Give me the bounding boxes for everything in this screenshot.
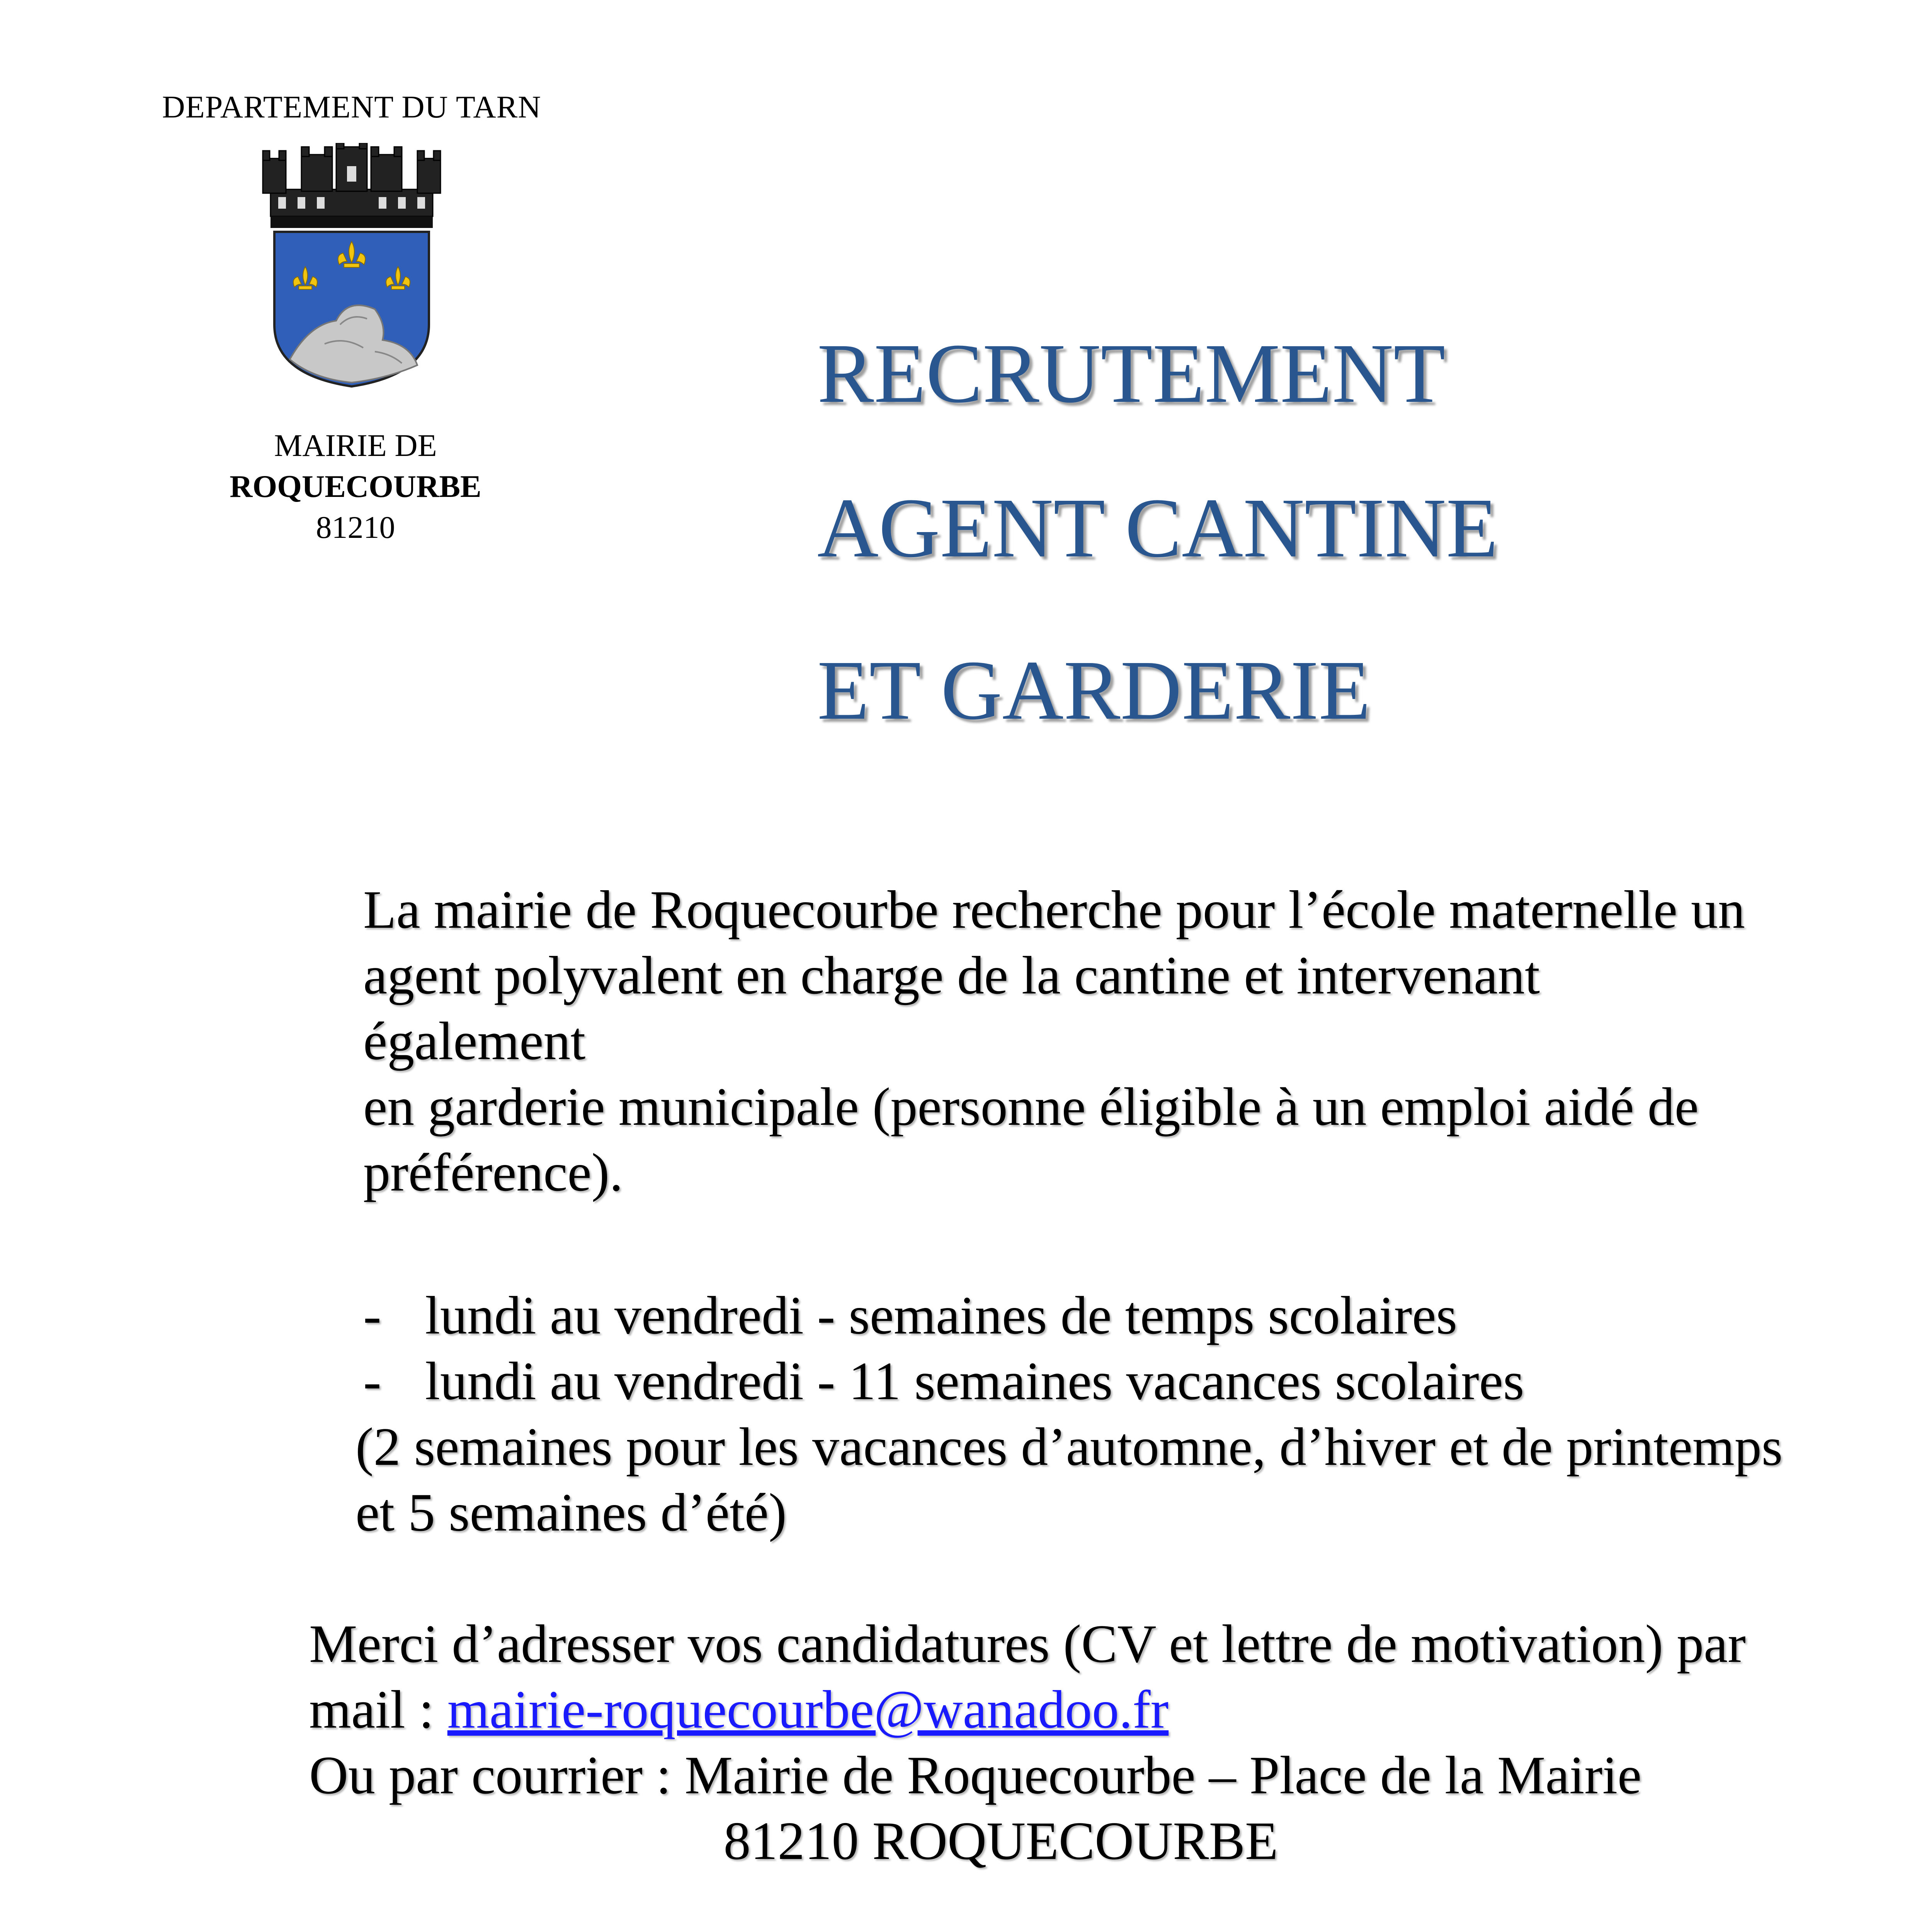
schedule-note-line: et 5 semaines d’été) xyxy=(356,1483,787,1543)
postcode: 81210 xyxy=(316,510,395,545)
schedule-item xyxy=(363,1349,1524,1414)
schedule-note-line: (2 semaines pour les vacances d’automne, d’hiver et de printemps xyxy=(356,1417,1783,1477)
application-line: 81210 ROQUECOURBE xyxy=(723,1811,1278,1871)
schedule-item xyxy=(363,1283,1457,1349)
application-mail-line xyxy=(309,1677,1778,1743)
mail-prefix: mail : xyxy=(309,1680,447,1740)
intro-line: La mairie de Roquecourbe recherche pour l’école maternelle un xyxy=(363,880,1745,940)
schedule-note xyxy=(356,1414,1785,1546)
department-label: DEPARTEMENT DU TARN xyxy=(162,89,541,124)
intro-line: agent polyvalent en charge de la cantine et intervenant également xyxy=(363,946,1540,1071)
intro-line: préférence). xyxy=(363,1143,623,1202)
schedule-item-text: lundi au vendredi - 11 semaines vacances scolaires xyxy=(425,1351,1524,1411)
title-line-2: AGENT CANTINE xyxy=(817,481,1498,575)
application-line: Ou par courrier : Mairie de Roquecourbe – Place de la Mairie xyxy=(309,1745,1642,1805)
list-dash: - xyxy=(363,1286,381,1345)
intro-paragraph xyxy=(363,877,1762,1206)
application-line: Merci d’adresser vos candidatures (CV et lettre de motivation) par xyxy=(309,1614,1746,1674)
coat-of-arms-icon xyxy=(247,143,456,390)
mairie-label: MAIRIE DE xyxy=(274,428,437,463)
list-dash: - xyxy=(363,1351,381,1411)
application-email-link[interactable]: mairie-roquecourbe@wanadoo.fr xyxy=(447,1680,1169,1740)
title-line-1: RECRUTEMENT xyxy=(817,326,1446,420)
application-instructions xyxy=(309,1611,1778,1874)
town-name: ROQUECOURBE xyxy=(230,469,481,504)
mairie-identity xyxy=(162,425,549,548)
intro-line: en garderie municipale (personne éligible à un emploi aidé de xyxy=(363,1077,1699,1137)
schedule-item-text: lundi au vendredi - semaines de temps scolaires xyxy=(425,1286,1457,1345)
title-line-3: ET GARDERIE xyxy=(817,643,1371,737)
